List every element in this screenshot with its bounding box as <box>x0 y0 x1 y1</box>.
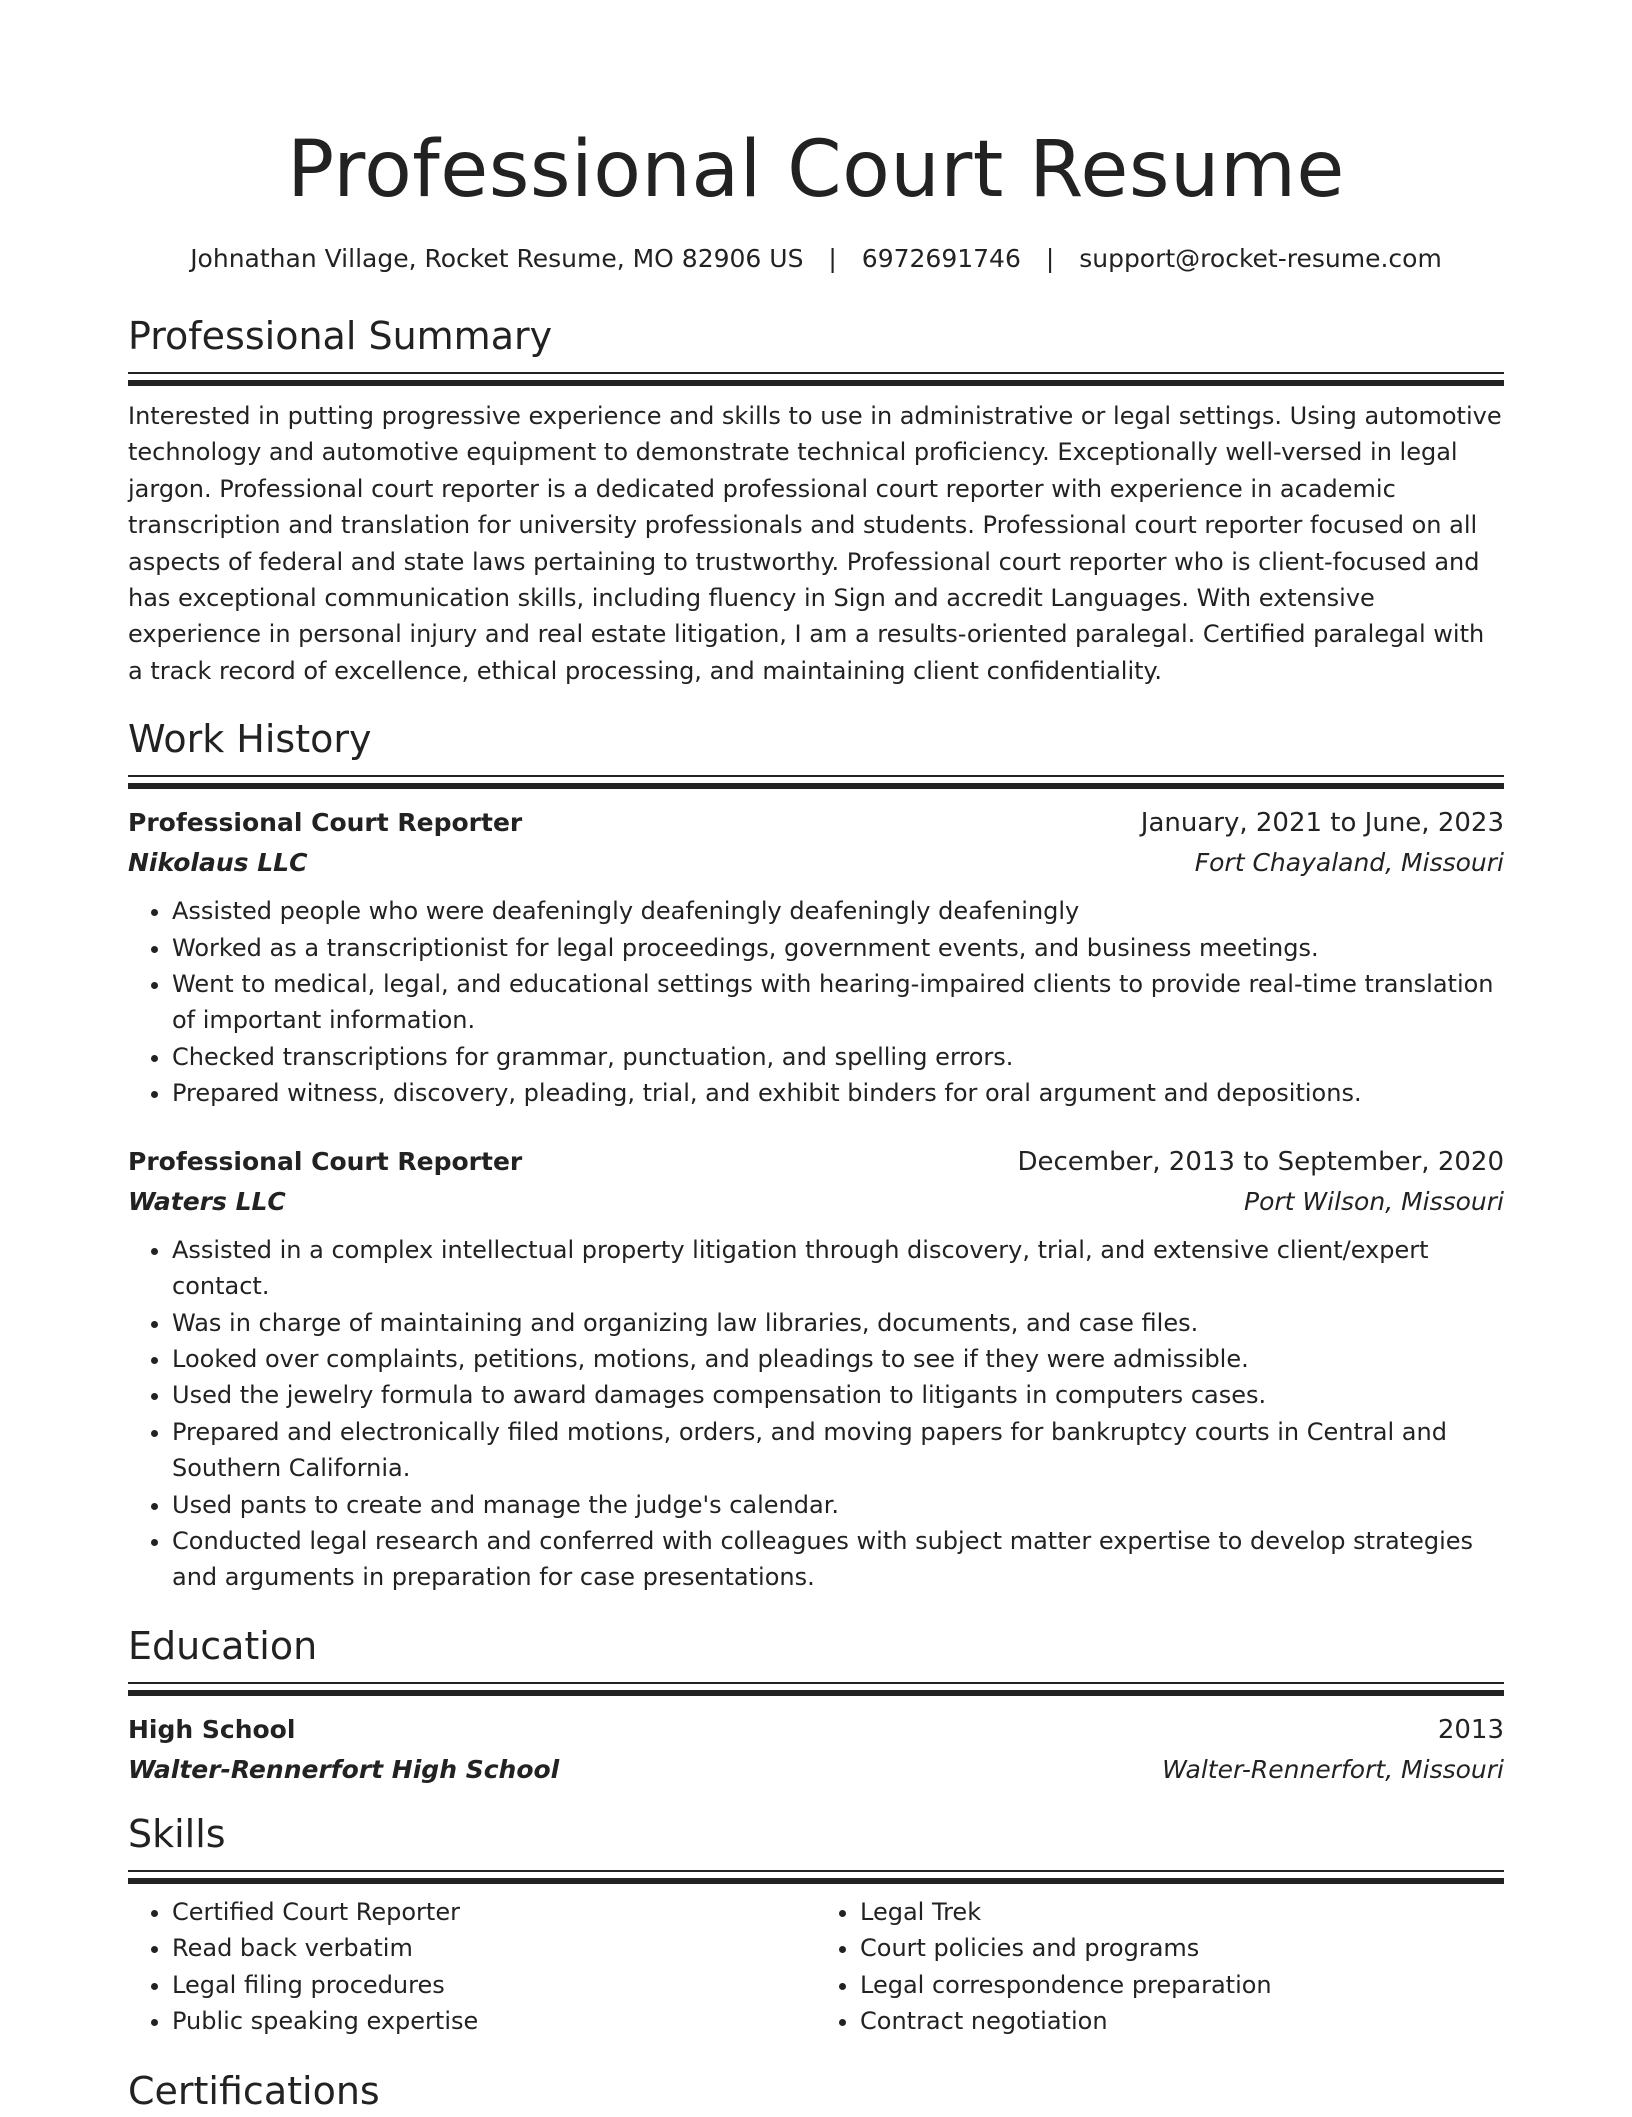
skill-item: • Court policies and programs <box>860 1930 1504 1966</box>
job-bullet: • Prepared and electronically filed motions, orders, and moving papers for bankruptcy courts in Central and Southern California. <box>172 1414 1504 1487</box>
skill-item: • Legal Trek <box>860 1894 1504 1930</box>
job-dates: January, 2021 to June, 2023 <box>1140 808 1504 839</box>
contact-address: Johnathan Village, Rocket Resume, MO 82906 US <box>190 244 804 273</box>
job-location: Fort Chayaland, Missouri <box>1194 848 1504 878</box>
job-employer: Waters LLC <box>128 1186 286 1216</box>
resume-content <box>128 0 1504 2117</box>
education-section <box>128 1620 1504 1790</box>
section-divider <box>128 775 1504 789</box>
skills-columns <box>128 1894 1504 2040</box>
section-divider <box>128 1682 1504 1696</box>
job-bullets <box>128 1232 1504 1596</box>
education-year: 2013 <box>1437 1714 1504 1745</box>
job-employer-row <box>128 843 1504 883</box>
certifications-heading: Certifications <box>128 2069 380 2114</box>
job-bullet: • Conducted legal research and conferred with colleagues with subject matter expertise to develop strategies and arguments in preparation for case presentations. <box>172 1523 1504 1596</box>
job-title: Professional Court Reporter <box>128 1146 523 1176</box>
job-header-row <box>128 803 1504 843</box>
job-header-row <box>128 1142 1504 1182</box>
job-bullet: • Was in charge of maintaining and organizing law libraries, documents, and case files. <box>172 1305 1504 1341</box>
job-entry <box>128 1142 1504 1596</box>
education-degree: High School <box>128 1714 296 1744</box>
education-location: Walter-Rennerfort, Missouri <box>1162 1754 1504 1784</box>
skills-section <box>128 1808 1504 2040</box>
resume-title: Professional Court Resume <box>287 125 1345 215</box>
job-dates: December, 2013 to September, 2020 <box>1017 1146 1504 1177</box>
job-bullets <box>128 893 1504 1111</box>
skill-item: • Contract negotiation <box>860 2003 1504 2039</box>
summary-heading: Professional Summary <box>128 314 553 358</box>
education-entry <box>128 1710 1504 1790</box>
skills-list-right <box>816 1894 1504 2040</box>
certifications-section <box>128 2065 1504 2117</box>
education-school: Walter-Rennerfort High School <box>128 1754 560 1784</box>
work-history-heading: Work History <box>128 717 372 762</box>
skill-item: • Public speaking expertise <box>172 2003 816 2039</box>
skill-item: • Legal filing procedures <box>172 1967 816 2003</box>
contact-email[interactable]: support@rocket-resume.com <box>1079 244 1442 273</box>
skill-item: • Legal correspondence preparation <box>860 1967 1504 2003</box>
education-heading: Education <box>128 1623 318 1668</box>
skills-list-left <box>128 1894 816 2040</box>
skills-heading: Skills <box>128 1811 226 1856</box>
education-header-row <box>128 1710 1504 1750</box>
section-divider <box>128 1870 1504 1884</box>
job-employer-row <box>128 1182 1504 1222</box>
job-bullet: • Assisted in a complex intellectual property litigation through discovery, trial, and extensive client/expert contact. <box>172 1232 1504 1305</box>
summary-section <box>128 310 1504 689</box>
work-history-section <box>128 713 1504 1596</box>
job-bullet: • Went to medical, legal, and educational settings with hearing-impaired clients to provide real-time translation of important information. <box>172 966 1504 1039</box>
job-location: Port Wilson, Missouri <box>1244 1186 1504 1216</box>
job-bullet: • Checked transcriptions for grammar, punctuation, and spelling errors. <box>172 1039 1504 1075</box>
job-bullet: • Used pants to create and manage the judge's calendar. <box>172 1487 1504 1523</box>
contact-line <box>128 242 1504 276</box>
summary-text: Interested in putting progressive experience and skills to use in administrative or legal settings. Using automotive technology and automotive equipment to demonstrate technical proficiency. Exceptionally well-versed in legal jargon. Professional court reporter is a dedicated professional court reporter with experience in academic transcription and translation for university professionals and students. Professional court reporter focused on all aspects of federal and state laws pertaining to trustworthy. Professional court reporter who is client-focused and has exceptional communication skills, including fluency in Sign and accredit Languages. With extensive experience in personal injury and real estate litigation, I am a results-oriented paralegal. Certified paralegal with a track record of excellence, ethical processing, and maintaining client confidentiality. <box>128 402 1502 685</box>
job-bullet: • Prepared witness, discovery, pleading, trial, and exhibit binders for oral argument and depositions. <box>172 1075 1504 1111</box>
job-employer: Nikolaus LLC <box>128 848 308 878</box>
contact-phone: 6972691746 <box>861 244 1021 273</box>
skill-item: • Certified Court Reporter <box>172 1894 816 1930</box>
job-bullet: • Worked as a transcriptionist for legal proceedings, government events, and business meetings. <box>172 930 1504 966</box>
job-bullet: • Assisted people who were deafeningly deafeningly deafeningly deafeningly <box>172 893 1504 929</box>
education-school-row <box>128 1750 1504 1790</box>
job-bullet: • Used the jewelry formula to award damages compensation to litigants in computers cases. <box>172 1377 1504 1413</box>
job-title: Professional Court Reporter <box>128 808 523 838</box>
section-divider <box>128 372 1504 386</box>
skill-item: • Read back verbatim <box>172 1930 816 1966</box>
contact-separator: | <box>828 244 837 273</box>
job-bullet: • Looked over complaints, petitions, motions, and pleadings to see if they were admissible. <box>172 1341 1504 1377</box>
contact-separator: | <box>1045 244 1055 273</box>
job-entry <box>128 803 1504 1111</box>
